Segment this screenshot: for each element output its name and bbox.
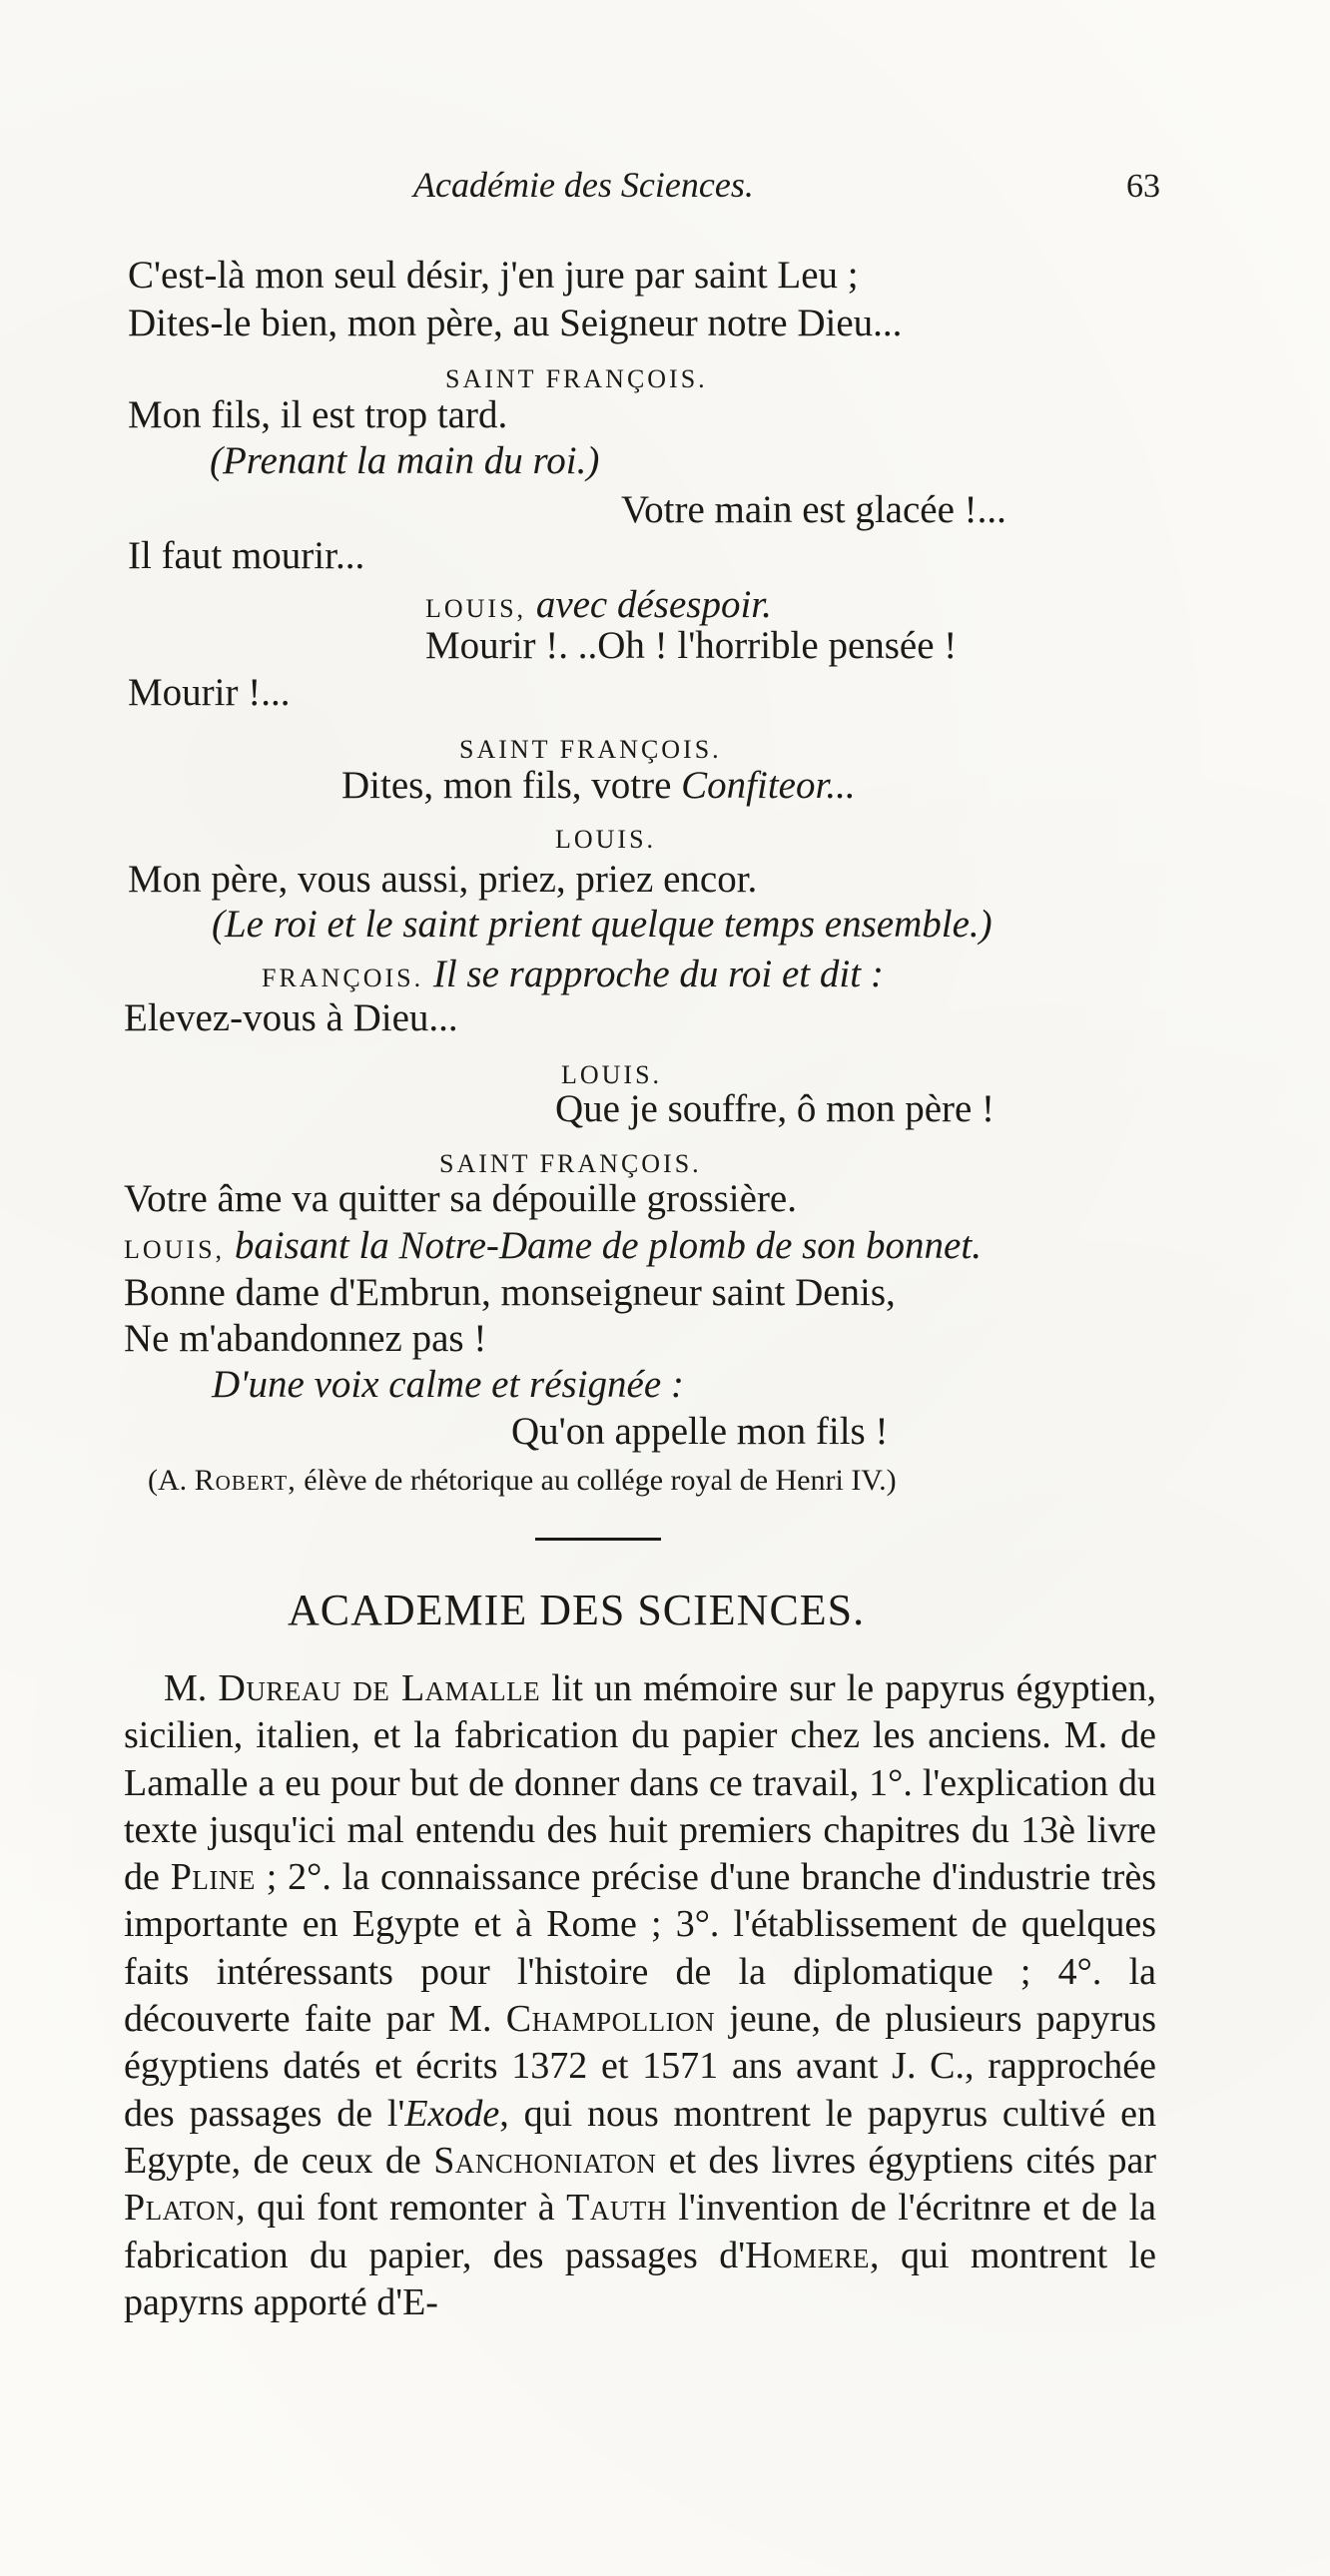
- speaker-with-direction: [262, 952, 884, 1001]
- speaker-label: LOUIS.: [561, 1060, 663, 1089]
- credit-text: élève de rhétorique au collége royal de Henri IV.): [304, 1464, 897, 1497]
- verse-line: Mourir !. ..Oh ! l'horrible pensée !: [425, 624, 958, 667]
- speaker-label: LOUIS,: [425, 594, 527, 623]
- text-run: , qui montrent le papyrns apporté d'E-: [124, 2234, 1156, 2323]
- stage-direction: D'une voix calme et résignée :: [212, 1363, 684, 1406]
- text-run: lit un mémoire sur le papyrus égyptien, sicilien, italien, et la fabrication du papier chez les anciens. M. de Lamalle a eu pour but de donner dans ce travail, 1°. l'explication du texte jusqu'ici mal entendu des huit premiers chapitres du 13è livre de: [124, 1667, 1156, 1899]
- verse-line: C'est-là mon seul désir, j'en jure par saint Leu ;: [128, 254, 859, 297]
- verse-line: Mon père, vous aussi, priez, priez encor.: [128, 858, 758, 901]
- person-name: Homere: [745, 2234, 871, 2276]
- verse-line: Bonne dame d'Embrun, monseigneur saint Denis,: [124, 1271, 896, 1314]
- verse-line: [341, 763, 856, 809]
- verse-line: Votre âme va quitter sa dépouille grossière.: [124, 1177, 797, 1220]
- person-name: Pline: [170, 1856, 256, 1899]
- speaker-label: SAINT FRANÇOIS.: [439, 1149, 702, 1178]
- stage-direction: baisant la Notre-Dame de plomb de son bonnet.: [234, 1224, 982, 1267]
- text-run: et des livres égyptiens cités par: [656, 2139, 1156, 2182]
- verse-line: Que je souffre, ô mon père !: [555, 1087, 996, 1130]
- stage-direction: avec désespoir.: [535, 583, 772, 626]
- speaker-label: SAINT FRANÇOIS.: [459, 735, 722, 764]
- stage-direction: (Prenant la main du roi.): [210, 439, 600, 482]
- book-title: Exode: [404, 2092, 500, 2135]
- speaker-with-direction: [124, 1223, 982, 1273]
- page-number: 63: [1126, 168, 1160, 205]
- verse-line: Mon fils, il est trop tard.: [128, 393, 508, 436]
- body-paragraph: [124, 1665, 1156, 2326]
- text-run: ; 2°. la connaissance précise d'une branche d'industrie très importante en Egypte et à Rome ; 3°. l'établissement de quelques faits intéressants pour l'histoire de la diplomatique ; 4°. la découverte faite par M.: [124, 1856, 1156, 2041]
- person-name: Dureau de Lamalle: [218, 1667, 541, 1709]
- credit-author: Robert,: [194, 1464, 297, 1497]
- verse-line: Il faut mourir...: [128, 534, 365, 577]
- person-name: Champollion: [505, 1998, 716, 2041]
- section-title: ACADEMIE DES SCIENCES.: [288, 1586, 866, 1634]
- stage-direction: (Le roi et le saint prient quelque temps ensemble.): [212, 903, 993, 946]
- verse-line: Ne m'abandonnez pas !: [124, 1317, 487, 1360]
- speaker-label: FRANÇOIS.: [262, 964, 424, 992]
- verse-line: Qu'on appelle mon fils !: [511, 1410, 889, 1453]
- text-run: M.: [164, 1667, 219, 1709]
- speaker-label: LOUIS.: [555, 825, 657, 854]
- speaker-label: SAINT FRANÇOIS.: [445, 364, 708, 393]
- speaker-label: LOUIS,: [124, 1235, 226, 1264]
- text-run: , qui nous montrent le papyrus cultivé en Egypte, de ceux de: [124, 2092, 1157, 2182]
- person-name: Sanchoniaton: [433, 2139, 657, 2182]
- person-name: Tauth: [566, 2187, 667, 2230]
- person-name: Platon: [124, 2187, 237, 2230]
- credit-text: (A.: [148, 1464, 188, 1497]
- text-run: l'invention de l'écritnre et de la fabrication du papier, des passages d': [124, 2187, 1156, 2276]
- verse-line: Votre main est glacée !...: [621, 488, 1006, 531]
- text-run: , qui font remonter à: [236, 2187, 567, 2230]
- verse-line: Mourir !...: [128, 671, 291, 714]
- verse-emphasis: Confiteor...: [681, 764, 856, 807]
- verse-line: Dites-le bien, mon père, au Seigneur notre Dieu...: [128, 302, 903, 344]
- verse-text: Dites, mon fils, votre: [341, 764, 672, 807]
- author-credit: [148, 1458, 897, 1504]
- verse-line: Elevez-vous à Dieu...: [124, 996, 458, 1039]
- section-rule: [535, 1538, 661, 1541]
- running-title: Académie des Sciences.: [413, 165, 754, 205]
- text-run: jeune, de plusieurs papyrus égyptiens datés et écrits 1372 et 1571 ans avant J. C., rapprochée des passages de l': [124, 1998, 1156, 2135]
- stage-direction: Il se rapproche du roi et dit :: [432, 953, 884, 995]
